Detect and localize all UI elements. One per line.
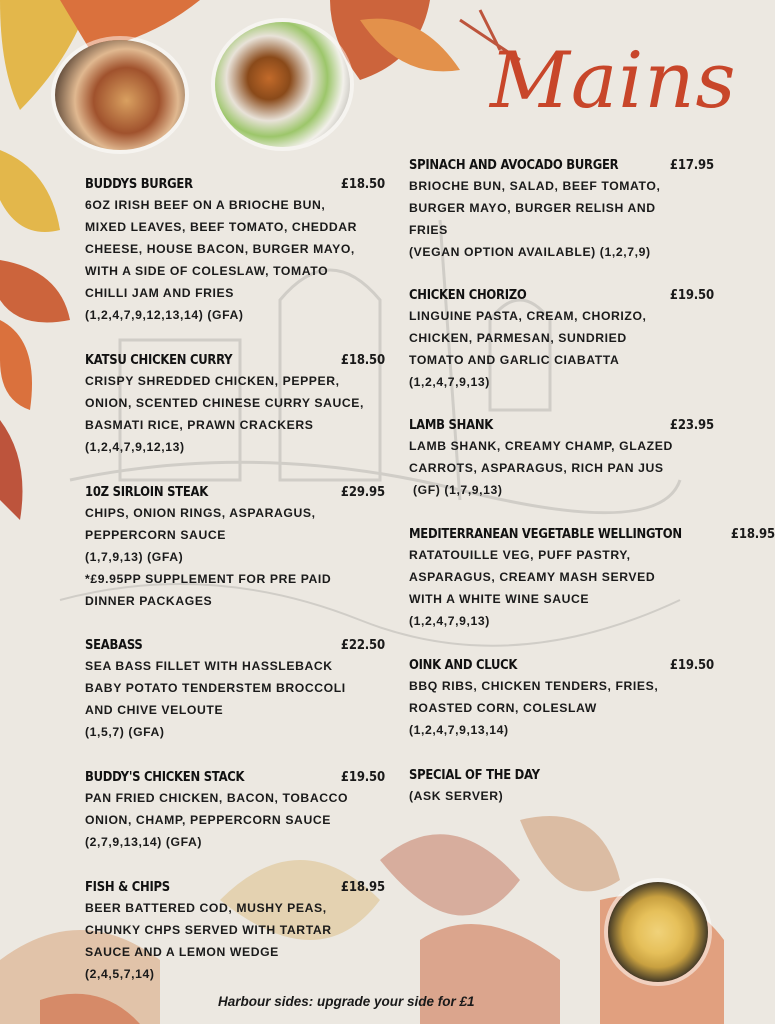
menu-item-header [409, 417, 714, 433]
menu-item-description [409, 305, 714, 393]
description-line: SEA BASS FILLET WITH HASSLEBACK [85, 659, 333, 673]
description-line: BEER BATTERED COD, MUSHY PEAS, [85, 901, 327, 915]
description-line: (1,2,4,7,9,13) [409, 614, 490, 628]
description-line: AND CHIVE VELOUTE [85, 703, 224, 717]
description-line: DINNER PACKAGES [85, 594, 213, 608]
menu-item [409, 157, 714, 263]
menu-item-header [85, 879, 385, 895]
description-line: (2,7,9,13,14) (GFA) [85, 835, 203, 849]
menu-item [85, 176, 385, 326]
menu-item-description [85, 194, 385, 326]
menu-item-name: 10Z SIRLOIN STEAK [85, 484, 208, 500]
menu-item-description [85, 787, 385, 853]
description-line: BURGER MAYO, BURGER RELISH AND [409, 201, 656, 215]
description-line: FRIES [409, 223, 448, 237]
menu-item-name: SPECIAL OF THE DAY [409, 767, 540, 783]
menu-item [409, 417, 714, 501]
menu-item-name: MEDITERRANEAN VEGETABLE WELLINGTON [409, 526, 682, 542]
menu-item-header [409, 157, 714, 173]
food-photo-chicken-plate [215, 22, 350, 147]
description-line: BASMATI RICE, PRAWN CRACKERS [85, 418, 314, 432]
menu-item-name: KATSU CHICKEN CURRY [85, 352, 233, 368]
description-line: RATATOUILLE VEG, PUFF PASTRY, [409, 548, 631, 562]
menu-item-price: £29.95 [340, 485, 385, 500]
menu-item-description [409, 675, 714, 741]
description-line: (1,5,7) (GFA) [85, 725, 165, 739]
description-line: 6OZ IRISH BEEF ON A BRIOCHE BUN, [85, 198, 326, 212]
menu-item-header [85, 769, 385, 785]
description-line: (GF) (1,7,9,13) [409, 483, 503, 497]
description-line: (1,2,4,7,9,13,14) [409, 723, 509, 737]
menu-item-price: £19.50 [340, 770, 385, 785]
menu-item [85, 352, 385, 458]
food-photo-burger [55, 40, 185, 150]
menu-item-price: £18.95 [340, 880, 385, 895]
menu-item [409, 526, 775, 632]
menu-item [409, 287, 714, 393]
menu-item-name: CHICKEN CHORIZO [409, 287, 527, 303]
menu-item-name: LAMB SHANK [409, 417, 494, 433]
menu-item-header [85, 176, 385, 192]
menu-item-name: SEABASS [85, 637, 143, 653]
menu-item-header [85, 637, 385, 653]
menu-item-name: BUDDY'S CHICKEN STACK [85, 769, 245, 785]
description-line: CHIPS, ONION RINGS, ASPARAGUS, [85, 506, 316, 520]
menu-item-description [409, 785, 714, 807]
menu-item-price: £23.95 [669, 418, 714, 433]
footer-note: Harbour sides: upgrade your side for £1 [218, 994, 475, 1009]
description-line: ROASTED CORN, COLESLAW [409, 701, 597, 715]
description-line: WITH A WHITE WINE SAUCE [409, 592, 590, 606]
menu-item-header [85, 484, 385, 500]
description-line: CHILLI JAM AND FRIES [85, 286, 234, 300]
description-line: LINGUINE PASTA, CREAM, CHORIZO, [409, 309, 647, 323]
menu-item-name: FISH & CHIPS [85, 879, 170, 895]
description-line: PEPPERCORN SAUCE [85, 528, 226, 542]
description-line: LAMB SHANK, CREAMY CHAMP, GLAZED [409, 439, 673, 453]
menu-item-description [85, 655, 385, 743]
description-line: *£9.95PP SUPPLEMENT FOR PRE PAID [85, 572, 332, 586]
menu-item [85, 637, 385, 743]
description-line: BABY POTATO TENDERSTEM BROCCOLI [85, 681, 346, 695]
menu-item-price: £18.95 [731, 527, 775, 542]
description-line: TOMATO AND GARLIC CIABATTA [409, 353, 620, 367]
description-line: SAUCE AND A LEMON WEDGE [85, 945, 279, 959]
food-photo-pasta [608, 882, 708, 982]
menu-item-description [85, 897, 385, 985]
description-line: CHICKEN, PARMESAN, SUNDRIED [409, 331, 627, 345]
description-line: BRIOCHE BUN, SALAD, BEEF TOMATO, [409, 179, 661, 193]
menu-item-header [409, 657, 714, 673]
menu-item-price: £18.50 [340, 353, 385, 368]
menu-item [85, 879, 385, 985]
description-line: CARROTS, ASPARAGUS, RICH PAN JUS [409, 461, 664, 475]
description-line: (1,2,4,7,9,13) [409, 375, 490, 389]
description-line: PAN FRIED CHICKEN, BACON, TOBACCO [85, 791, 349, 805]
menu-item [409, 657, 714, 741]
menu-item-price: £18.50 [340, 177, 385, 192]
menu-item-name: BUDDYS BURGER [85, 176, 193, 192]
menu-item [85, 484, 385, 612]
menu-item-name: OINK AND CLUCK [409, 657, 518, 673]
menu-item-header [85, 352, 385, 368]
page-title: Mains [490, 36, 737, 126]
menu-item-description [409, 435, 714, 501]
description-line: ONION, CHAMP, PEPPERCORN SAUCE [85, 813, 331, 827]
description-line: CRISPY SHREDDED CHICKEN, PEPPER, [85, 374, 340, 388]
menu-item [409, 767, 714, 807]
description-line: (1,7,9,13) (GFA) [85, 550, 184, 564]
menu-item-description [409, 544, 714, 632]
menu-item-price: £19.50 [669, 288, 714, 303]
menu-item-description [85, 502, 385, 612]
menu-item-description [85, 370, 385, 458]
description-line: WITH A SIDE OF COLESLAW, TOMATO [85, 264, 329, 278]
description-line: (1,2,4,7,9,12,13) [85, 440, 185, 454]
menu-column-right [409, 157, 775, 807]
description-line: (VEGAN OPTION AVAILABLE) (1,2,7,9) [409, 245, 651, 259]
description-line: ONION, SCENTED CHINESE CURRY SAUCE, [85, 396, 365, 410]
description-line: CHEESE, HOUSE BACON, BURGER MAYO, [85, 242, 355, 256]
menu-column-left [85, 176, 385, 985]
menu-item [85, 769, 385, 853]
description-line: ASPARAGUS, CREAMY MASH SERVED [409, 570, 656, 584]
menu-item-name: SPINACH AND AVOCADO BURGER [409, 157, 619, 173]
description-line: (2,4,5,7,14) [85, 967, 155, 981]
menu-item-header [409, 287, 714, 303]
menu-item-header [409, 526, 775, 542]
description-line: CHUNKY CHPS SERVED WITH TARTAR [85, 923, 332, 937]
menu-item-price: £19.50 [669, 658, 714, 673]
description-line: MIXED LEAVES, BEEF TOMATO, CHEDDAR [85, 220, 358, 234]
description-line: (1,2,4,7,9,12,13,14) (GFA) [85, 308, 244, 322]
description-line: (ASK SERVER) [409, 789, 504, 803]
menu-item-description [409, 175, 714, 263]
menu-item-price: £22.50 [340, 638, 385, 653]
menu-item-header [409, 767, 714, 783]
menu-item-price: £17.95 [669, 158, 714, 173]
description-line: BBQ RIBS, CHICKEN TENDERS, FRIES, [409, 679, 659, 693]
